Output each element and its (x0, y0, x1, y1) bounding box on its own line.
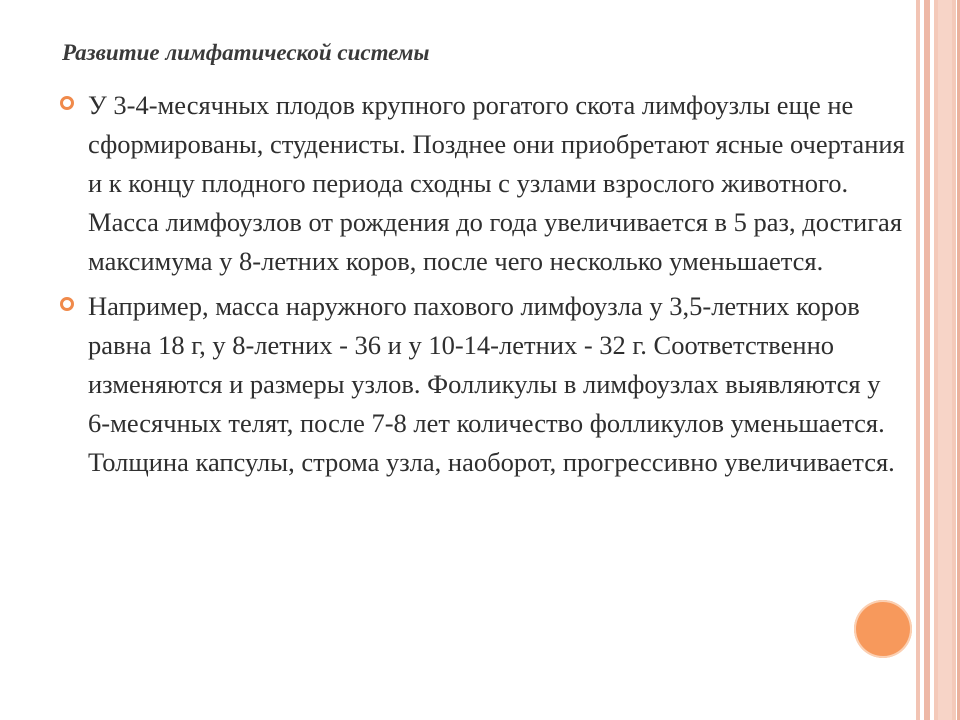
bullet-item (58, 287, 908, 482)
bullet-text: У 3-4-месячных плодов крупного рогатого скота лимфоузлы еще не сформированы, студенисты. Позднее они приобретают ясные очертания и к концу плодного периода сходны с узлами взрослого животного. Масса лимфоузлов от рождения до года увеличивается в 5 раз, достигая максимума у 8-летних коров, после чего несколько уменьшается. (88, 90, 905, 276)
circle-bullet-icon (60, 96, 74, 110)
orange-circle-icon (854, 600, 912, 658)
bullet-item (58, 86, 908, 281)
slide-title: Развитие лимфатической системы (62, 40, 430, 65)
decorative-stripe (924, 0, 930, 720)
decorative-stripe (938, 0, 952, 720)
bullet-text: Например, масса наружного пахового лимфоузла у 3,5-летних коров равна 18 г, у 8-летних - 36 и у 10-14-летних - 32 г. Соответственно изменяются и размеры узлов. Фолликулы в лимфоузлах выявляются у 6-месячных телят, после 7-8 лет количество фолликулов уменьшается. Толщина капсулы, строма узла, наоборот, прогрессивно увеличивается. (88, 291, 895, 477)
bullet-list (58, 86, 908, 488)
circle-bullet-icon (60, 297, 74, 311)
decorative-stripe (916, 0, 920, 720)
